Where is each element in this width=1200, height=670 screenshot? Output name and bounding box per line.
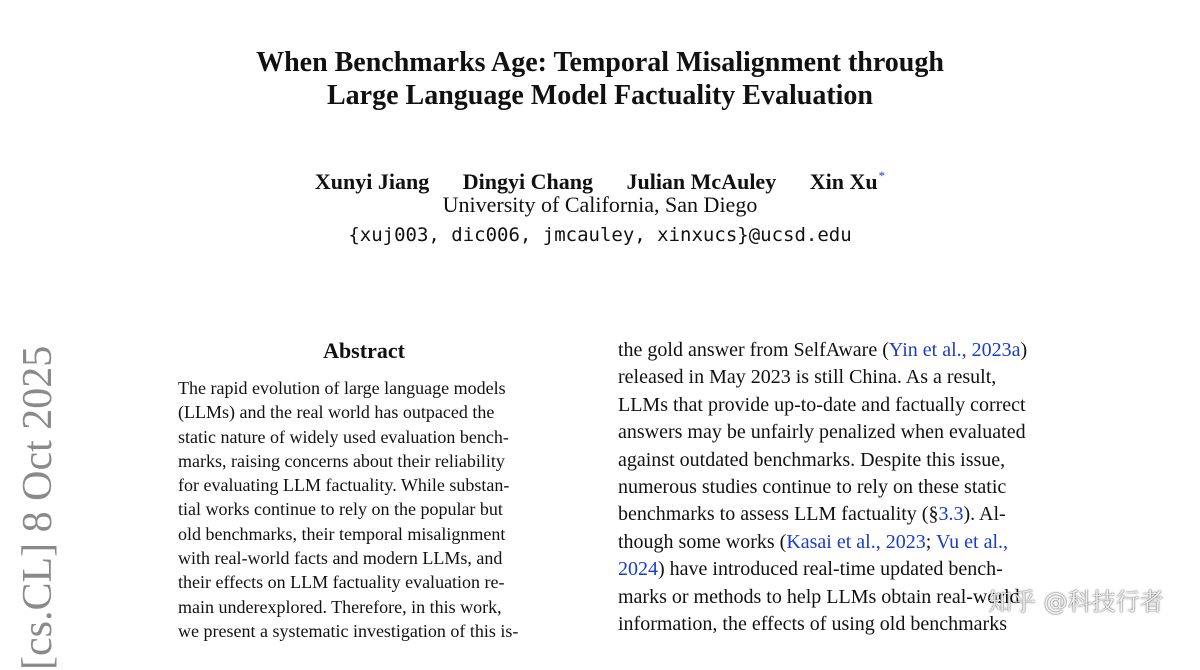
author-name: Xunyi Jiang [314,169,430,194]
abstract-line: The rapid evolution of large language models [178,378,506,398]
body-line: marks or methods to help LLMs obtain real-world [618,585,1020,608]
body-line: the gold answer from SelfAware (Yin et al., 2023a) [618,339,1028,361]
abstract-line: (LLMs) and the real world has outpaced the [178,402,495,423]
abstract-line: their effects on LLM factuality evaluation re- [178,572,505,593]
title-line-2: Large Language Model Factuality Evaluation [327,80,873,111]
title-line-1: When Benchmarks Age: Temporal Misalignment through [256,47,944,78]
affiliation: University of California, San Diego [442,192,758,217]
section-link[interactable]: 3.3 [938,503,964,526]
body-line: numerous studies continue to rely on these static [618,476,1007,499]
body-line: though some works (Kasai et al., 2023; Vu et al., [618,530,1009,553]
corresponding-author-mark[interactable]: * [878,168,886,183]
citation-link[interactable]: Kasai et al., 2023 [786,530,926,553]
body-line: against outdated benchmarks. Despite this issue, [618,448,1006,471]
body-line: released in May 2023 is still China. As a result, [618,366,997,389]
author-name: Dingyi Chang [462,169,593,194]
abstract-body [178,376,558,643]
author-emails: {xuj003, dic006, jmcauley, xinxucs}@ucsd.edu [348,224,852,246]
abstract-line: old benchmarks, their temporal misalignment [178,523,506,544]
author-name: Xin Xu [809,169,878,194]
body-line: benchmarks to assess LLM factuality (§3.3). Al- [618,503,1006,526]
body-line: answers may be unfairly penalized when evaluated [618,421,1026,444]
paper-title [100,46,1100,112]
arxiv-stamp: [cs.CL] 8 Oct 2025 [15,345,61,670]
abstract-heading: Abstract [323,338,405,363]
citation-link[interactable]: 2024 [618,558,658,581]
abstract-line: with real-world facts and modern LLMs, and [178,548,503,569]
citation-link[interactable]: Yin et al., 2023a [888,339,1021,361]
author-name: Julian McAuley [626,169,777,194]
body-line: LLMs that provide up-to-date and factually correct [618,393,1026,416]
citation-link[interactable]: Vu et al., [935,530,1009,553]
watermark: 知乎 @科技行者 [988,588,1164,616]
abstract-line: for evaluating LLM factuality. While substan- [178,475,510,496]
body-line: 2024) have introduced real-time updated bench- [618,558,1003,581]
abstract-line: main underexplored. Therefore, in this work, [178,596,502,617]
abstract-line: tial works continue to rely on the popular but [178,499,503,520]
abstract-line: marks, raising concerns about their reliability [178,450,505,471]
body-line: information, the effects of using old benchmarks [618,613,1007,636]
abstract-line: we present a systematic investigation of this is- [178,620,519,641]
abstract-line: static nature of widely used evaluation bench- [178,426,509,447]
